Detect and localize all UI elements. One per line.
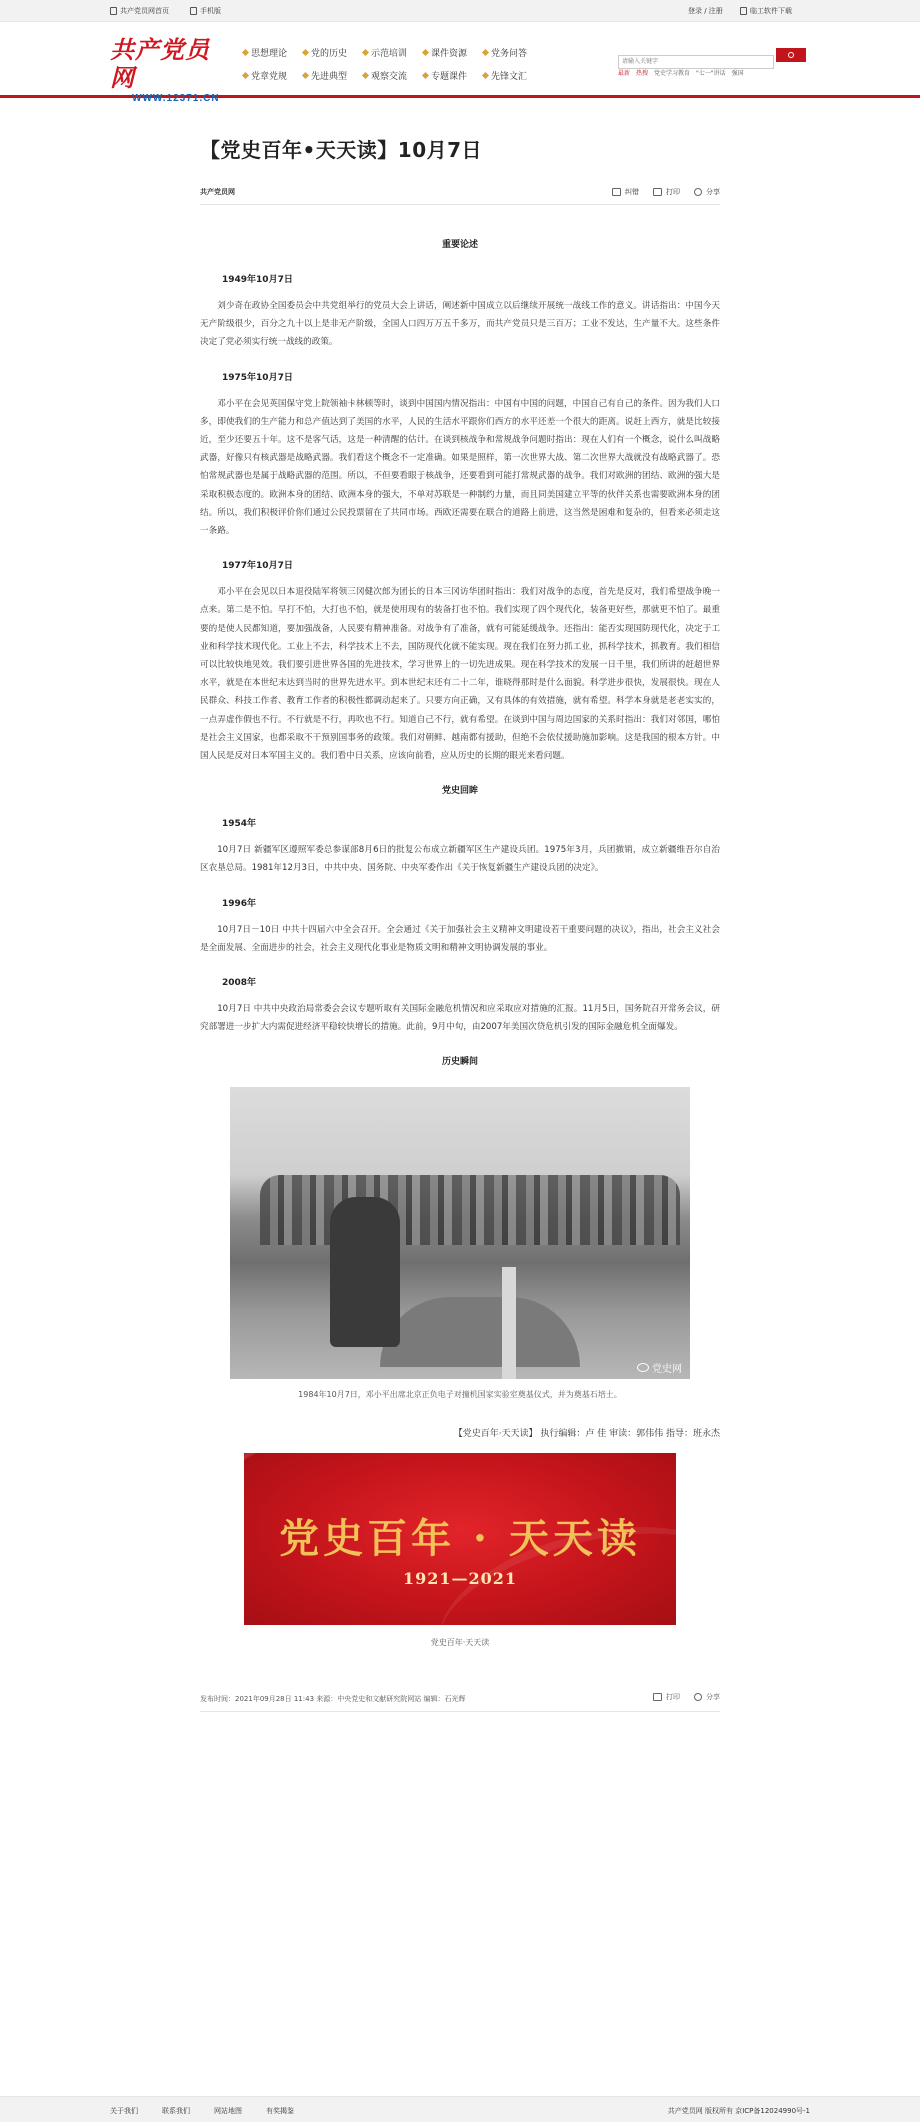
login-link[interactable]: 登录 / 注册: [688, 7, 723, 15]
print-button[interactable]: 打印: [653, 187, 680, 197]
article: [200, 134, 720, 1712]
site-header: [0, 22, 920, 104]
search-box: [618, 48, 806, 62]
home-link[interactable]: 共产党员网首页: [110, 6, 169, 16]
nav-item[interactable]: 课件资源: [423, 46, 483, 59]
hot-keywords: [618, 68, 744, 77]
article-meta: [200, 187, 720, 205]
nav-bullet-icon: [242, 49, 249, 56]
publish-info: 发布时间：2021年09月28日 11:43 来源：中央党史和文献研究院网站 编辑：石光辉: [200, 1695, 466, 1704]
share-button[interactable]: 分享: [694, 187, 720, 197]
print-icon: [653, 1693, 662, 1701]
banner-caption: 党史百年·天天读: [430, 1638, 490, 1648]
section-heading: 历史瞬间: [441, 1057, 478, 1068]
banner-title: 党史百年 · 天天读: [279, 1515, 641, 1563]
paragraph: 刘少奇在政协全国委员会中共党组举行的党员大会上讲话，阐述新中国成立以后继续开展统一战线工作的意义。讲话指出：中国今天无产阶级很少，百分之九十以上是非无产阶级，全国人口四万万五千多万，而共产党员只是三百万；工业不发达，生产量不大。这些条件决定了党必须实行统一战线的政策。: [200, 301, 720, 348]
article-source: 共产党员网: [200, 188, 235, 196]
correction-button[interactable]: 纠错: [612, 187, 639, 197]
print-button[interactable]: 打印: [653, 1692, 680, 1702]
footer-link[interactable]: 有奖揭鉴: [266, 2107, 294, 2115]
nav-item[interactable]: 示范培训: [363, 46, 423, 59]
search-input[interactable]: [618, 55, 774, 69]
banner-years: 1921—2021: [402, 1569, 518, 1589]
nav-item[interactable]: 党章党规: [243, 69, 303, 82]
paragraph: 10月7日 新疆军区遵照军委总参谋部8月6日的批复公布成立新疆军区生产建设兵团。1975年3月，兵团撤销，成立新疆维吾尔自治区农垦总局。1981年12月3日，中共中央、国务院、中央军委作出《关于恢复新疆生产建设兵团的决定》。: [200, 845, 720, 874]
nav-item[interactable]: 专题课件: [423, 69, 483, 82]
paragraph: 邓小平在会见以日本退役陆军将领三冈健次郎为团长的日本三冈访华团时指出：我们对战争的态度，首先是反对，我们希望战争晚一点来。第二是不怕。早打不怕，大打也不怕，就是使用现有的装备打也不怕。我们实现了四个现代化，装备更好些，那就更不怕了。最重要的是使人民都知道，要加强战备，人民要有精神准备。对战争有了准备，就有可能延缓战争。还指出：能否实现国防现代化，决定于工业和科学技术现代化。工业上不去，科学技术上不去，国防现代化就不能实现。现在我们在努力抓工业，抓科学技术，抓教育。我们相信可以比较快地见效。我们要引进世界各国的先进技术，学习世界上的一切先进成果。现在科学技术的发展一日千里，我们所讲的赶超世界水平，就是在本世纪末达到当时的世界先进水平。到本世纪末还有二十二年，谁晓得那时是什么面貌。科学进步很快，发展很快。现在人民群众、科技工作者、教育工作者的积极性都调动起来了。只要方向正确，又有具体的有效措施，就有希望。科学本身就是老老实实的，一点弄虚作假也不行。不行就是不行，再吹也不行。知道自己不行，就有希望。在谈到中国与周边国家的关系时指出：我们对邻国，哪怕是社会主义国家，也都采取不干预别国事务的政策。我们对朝鲜、越南都有援助，但绝不会依仗援助施加影响。这是我国的根本方针。中国人民是反对日本军国主义的。我们看中日关系，应该向前看，应从历史的长期的眼光来看问题。: [200, 587, 720, 762]
historic-photo: [230, 1087, 690, 1379]
nav-item[interactable]: 党务问答: [483, 46, 543, 59]
app-download-link[interactable]: 临工软件下载: [740, 6, 792, 16]
share-icon: [694, 188, 702, 196]
nav-bullet-icon: [422, 49, 429, 56]
download-icon: [740, 7, 747, 15]
year-heading: 1977年10月7日: [222, 561, 293, 572]
paragraph: 邓小平在会见英国保守党上院领袖卡林顿等时，谈到中国国内情况指出：中国有中国的问题，中国自己有自己的条件。因为我们人口多，即使我们的生产能力和总产值达到了美国的水平，人民的生活水平跟你们西方的水平还差一个很大的距离。说赶上西方，就是比较接近，至少还要五十年。这不是客气话，这是一种清醒的估计。在谈到核战争和常规战争问题时指出：现在人们有一个概念，说什么叫战略武器，好像只有核武器是战略武器。我们看这个概念不一定准确。如果是照样，第一次世界大战、第二次世界大战就没有战略武器了。恐怕常规武器也是属于战略武器的范围。所以，不但要看眼于核战争，还要看到可能打常规武器的战争。我们对欧洲的团结、欧洲的强大是采取积极态度的。欧洲本身的团结、欧洲本身的强大，不单对苏联是一种制约力量，而且同美国建立平等的伙伴关系也需要欧洲本身的团结。所以，我们积极评价你们通过公民投票留在了共同市场。西欧还需要在联合的道路上前进，这当然是困难和复杂的，但看来必须走这一条路。: [200, 398, 720, 537]
series-banner: [244, 1453, 676, 1625]
section-heading: 重要论述: [441, 240, 478, 250]
nav-bullet-icon: [422, 72, 429, 79]
main-nav: [243, 46, 603, 82]
edit-icon: [612, 188, 621, 196]
section-heading: 党史回眸: [441, 786, 478, 797]
nav-item[interactable]: 观察交流: [363, 69, 423, 82]
logo-url: WWW.12371.CN: [132, 93, 220, 104]
weibo-icon: [637, 1363, 649, 1372]
footer-links: [110, 2106, 294, 2116]
hot-link[interactable]: 最新: [618, 70, 631, 77]
footer-link[interactable]: 关于我们: [110, 2107, 138, 2115]
hot-link[interactable]: 党史学习教育: [654, 70, 691, 77]
share-icon: [694, 1693, 702, 1701]
top-bar: [0, 0, 920, 22]
year-heading: 1949年10月7日: [222, 275, 293, 285]
site-logo[interactable]: [110, 35, 230, 104]
mobile-link[interactable]: 手机版: [190, 6, 221, 16]
search-button[interactable]: [776, 48, 806, 62]
photo-watermark: 党史网: [637, 1360, 682, 1375]
nav-bullet-icon: [302, 72, 309, 79]
hot-link[interactable]: 热搜: [636, 70, 649, 77]
nav-bullet-icon: [242, 72, 249, 79]
nav-bullet-icon: [362, 72, 369, 79]
year-heading: 1975年10月7日: [222, 372, 293, 383]
page-title: 【党史百年•天天读】10月7日: [200, 138, 483, 162]
footer-link[interactable]: 联系我们: [162, 2107, 190, 2115]
nav-bullet-icon: [302, 49, 309, 56]
year-heading: 2008年: [222, 978, 257, 989]
mobile-icon: [190, 7, 197, 15]
article-tools: [612, 187, 720, 197]
photo-caption: 1984年10月7日，邓小平出席北京正负电子对撞机国家实验室奠基仪式，并为奠基石培土。: [298, 1390, 622, 1400]
nav-bullet-icon: [482, 72, 489, 79]
paragraph: 10月7日 中共中央政治局常委会会议专题听取有关国际金融危机情况和应采取应对措施的汇报。11月5日，国务院召开常务会议，研究部署进一步扩大内需促进经济平稳较快增长的措施。此前，9月中旬，由2007年美国次贷危机引发的国际金融危机全面爆发。: [200, 1004, 720, 1033]
site-footer: [0, 2096, 920, 2122]
logo-text: 共产党员网: [110, 35, 210, 92]
hot-link[interactable]: 强国: [731, 70, 744, 77]
home-icon: [110, 7, 117, 15]
year-heading: 1996年: [222, 898, 257, 909]
paragraph: 10月7日－10日 中共十四届六中全会召开。全会通过《关于加强社会主义精神文明建设若干重要问题的决议》，指出，社会主义社会是全面发展、全面进步的社会，社会主义现代化事业是物质文明和精神文明协调发展的事业。: [200, 924, 720, 953]
hot-link[interactable]: "七一"讲话: [696, 70, 726, 77]
editor-credits: 【党史百年·天天读】 执行编辑：卢 佳 审读：郭伟伟 指导：班永杰: [453, 1429, 720, 1440]
footer-link[interactable]: 网站地图: [214, 2107, 242, 2115]
nav-item[interactable]: 思想理论: [243, 46, 303, 59]
bottom-tools: [653, 1692, 720, 1702]
footer-copyright: 共产党员网 版权所有 京ICP备12024990号-1: [667, 2107, 810, 2115]
print-icon: [653, 188, 662, 196]
search-icon: [788, 52, 794, 58]
publish-info-bar: [200, 1694, 720, 1712]
nav-item[interactable]: 党的历史: [303, 46, 363, 59]
nav-item[interactable]: 先锋文汇: [483, 69, 543, 82]
share-button[interactable]: 分享: [694, 1692, 720, 1702]
nav-bullet-icon: [362, 49, 369, 56]
nav-item[interactable]: 先进典型: [303, 69, 363, 82]
nav-bullet-icon: [482, 49, 489, 56]
year-heading: 1954年: [222, 819, 257, 830]
